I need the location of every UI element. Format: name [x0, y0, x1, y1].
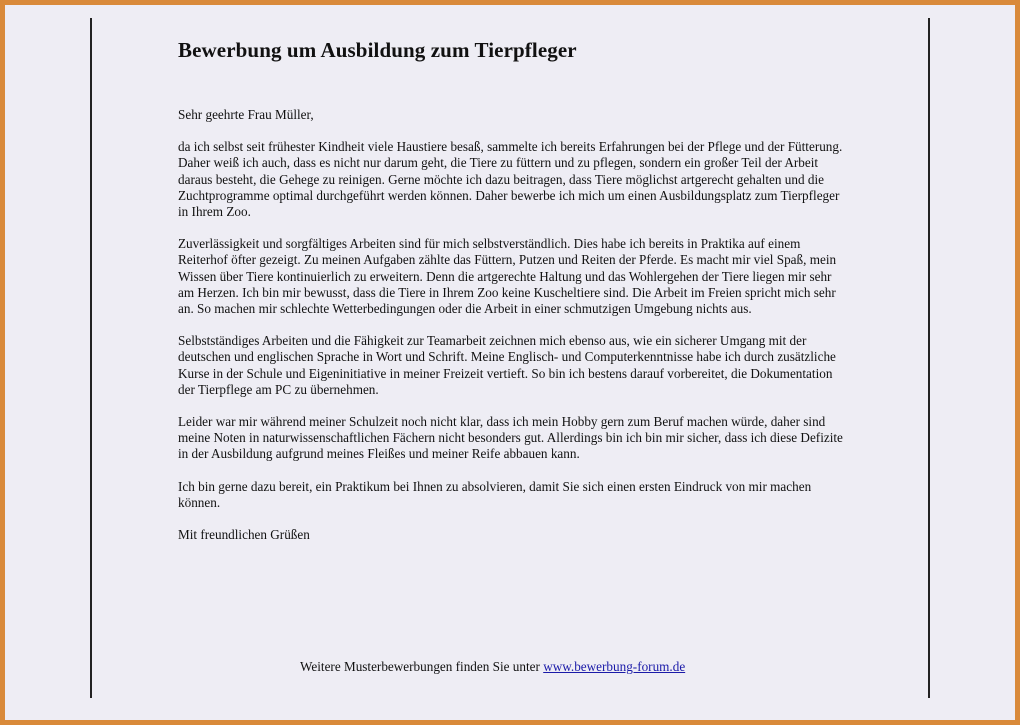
left-margin-line: [90, 18, 92, 698]
paragraph-3: Selbstständiges Arbeiten und die Fähigkeit zur Teamarbeit zeichnen mich ebenso aus, wie ein sicherer Umgang mit der deutschen und englischen Sprache in Wort und Schrift. Meine Englisch- und Computerkenntnisse habe ich durch zusätzliche Kurse in der Schule und Eigeninitiative in meiner Freizeit vertieft. So bin ich bestens darauf vorbereitet, die Dokumentation der Tierpflege am PC zu übernehmen.: [178, 333, 836, 397]
salutation: Sehr geehrte Frau Müller,: [178, 107, 314, 122]
closing: Mit freundlichen Grüßen: [178, 527, 310, 543]
footer-link[interactable]: www.bewerbung-forum.de: [543, 659, 686, 674]
paragraph-5: Ich bin gerne dazu bereit, ein Praktikum bei Ihnen zu absolvieren, damit Sie sich einen ersten Eindruck von mir machen können.: [178, 478, 812, 510]
footer: [300, 659, 685, 675]
paragraph-4: Leider war mir während meiner Schulzeit noch nicht klar, dass ich mein Hobby gern zum Beruf machen würde, daher sind meine Noten in naturwissenschaftlichen Fächern nicht besonders gut. Allerdings bin ich bin mir sicher, dass ich diese Defizite in der Ausbildung aufgrund meines Fleißes und meiner Reife abbauen kann.: [178, 414, 843, 462]
right-margin-line: [928, 18, 930, 698]
paragraph-1: da ich selbst seit frühester Kindheit viele Haustiere besaß, sammelte ich bereits Erfahrungen bei der Pflege und der Fütterung. Daher weiß ich auch, dass es nicht nur darum geht, die Tiere zu füttern und zu pflegen, sondern ein großer Teil der Arbeit daraus besteht, die Gehege zu reinigen. Gerne möchte ich dazu beitragen, dass Tiere möglichst artgerecht gehalten und die Zuchtprogramme optimal durchgeführt werden können. Daher bewerbe ich mich um einen Ausbildungsplatz zum Tierpfleger in Ihrem Zoo.: [178, 139, 843, 220]
letter-body: [178, 38, 848, 543]
footer-text: Weitere Musterbewerbungen finden Sie unter: [300, 659, 544, 674]
paragraph-2: Zuverlässigkeit und sorgfältiges Arbeiten sind für mich selbstverständlich. Dies habe ich bereits in Praktika auf einem Reiterhof öfter gezeigt. Zu meinen Aufgaben zählte das Füttern, Putzen und Reiten der Pferde. Es macht mir viel Spaß, mein Wissen über Tiere kontinuierlich zu erweitern. Denn die artgerechte Haltung und das Wohlergehen der Tiere liegen mir sehr am Herzen. Ich bin mir bewusst, dass die Tiere in Ihrem Zoo keine Kuscheltiere sind. Die Arbeit im Freien spricht mich sehr an. So machen mir schlechte Wetterbedingungen oder die Arbeit in einer schmutzigen Umgebung nichts aus.: [178, 236, 837, 317]
page-title: Bewerbung um Ausbildung zum Tierpfleger: [178, 38, 577, 62]
